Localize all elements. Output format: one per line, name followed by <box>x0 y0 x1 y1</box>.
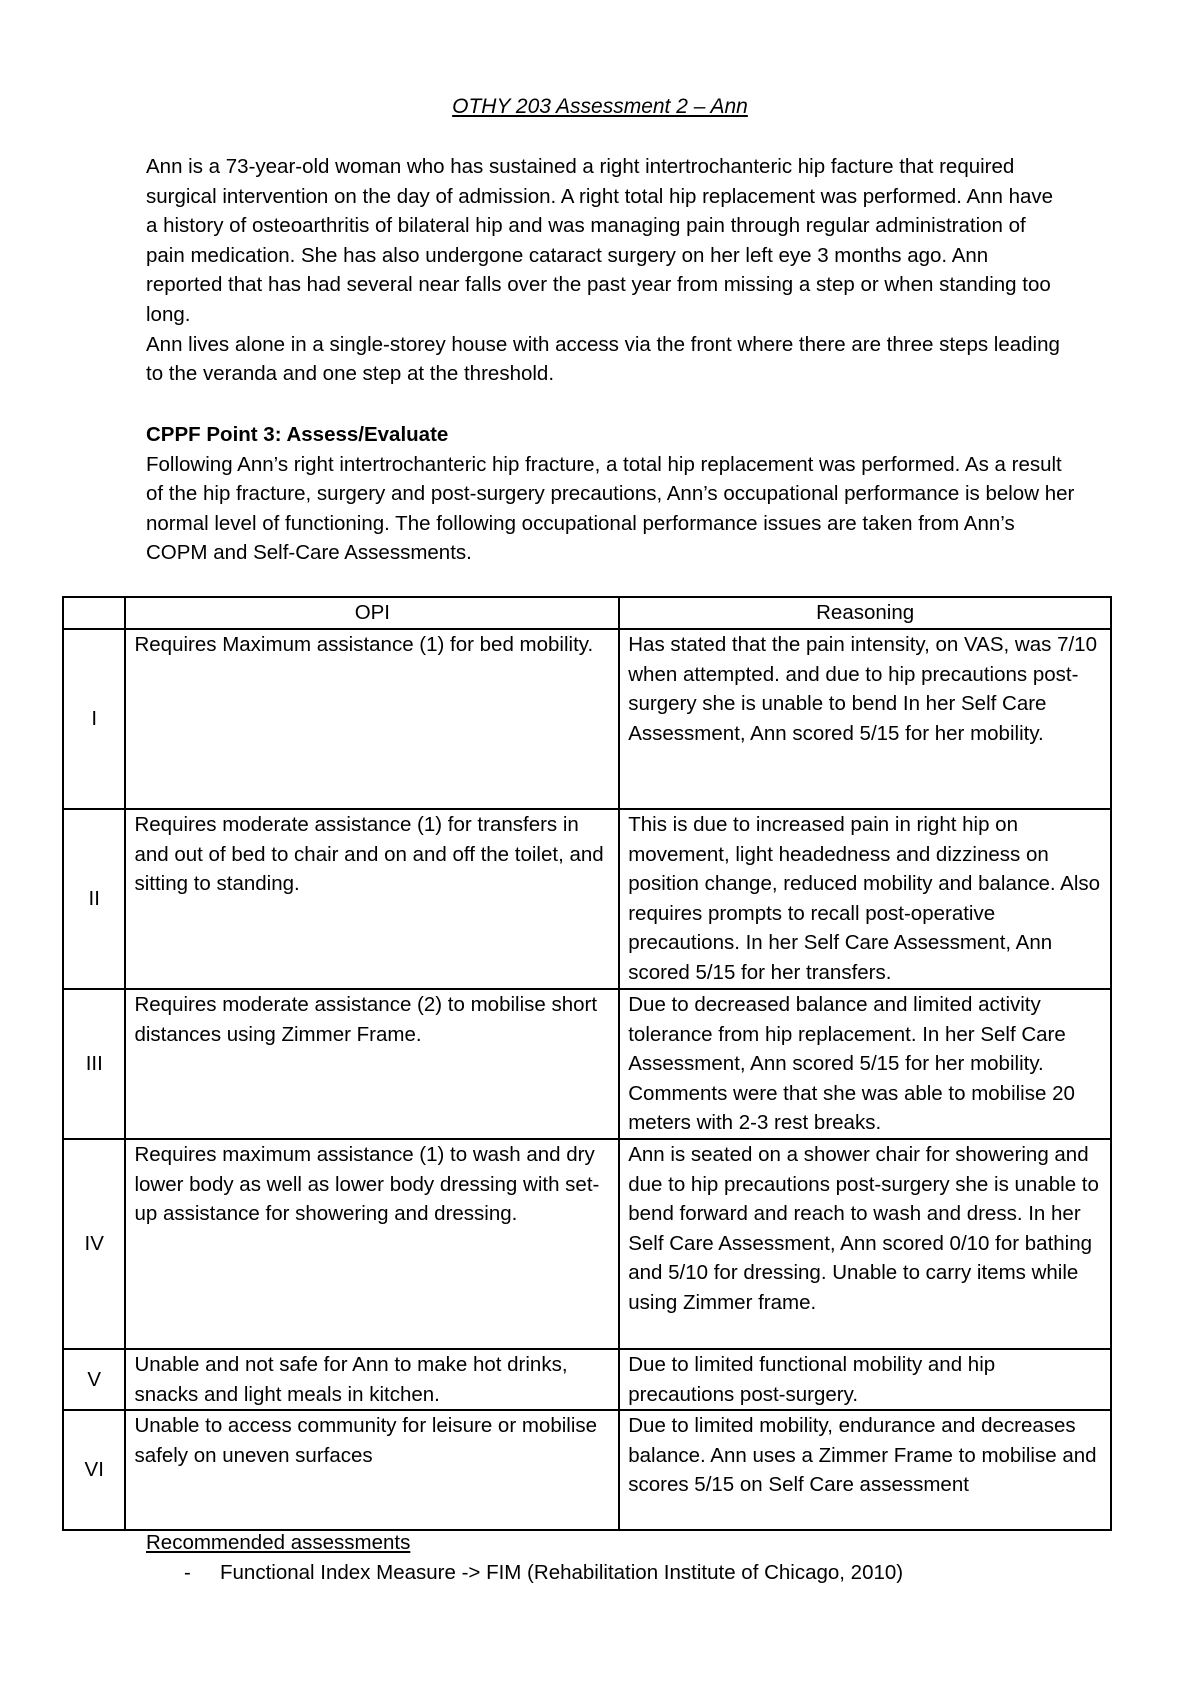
cppf-heading: CPPF Point 3: Assess/Evaluate <box>146 423 449 446</box>
row-reasoning: This is due to increased pain in right hip on movement, light headedness and dizziness on position change, reduced mobility and balance. Also requires prompts to recall post-operative precautions. In her Self Care Assessment, Ann scored 5/15 for her transfers. <box>619 809 1111 989</box>
cppf-section <box>146 420 1076 568</box>
intro-section <box>146 152 1066 389</box>
table-row <box>63 809 1111 989</box>
row-number: IV <box>63 1139 125 1349</box>
opi-table <box>62 596 1112 1531</box>
row-opi: Requires moderate assistance (1) for transfers in and out of bed to chair and on and off the toilet, and sitting to standing. <box>125 809 619 989</box>
header-opi: OPI <box>125 597 619 629</box>
cppf-body: Following Ann’s right intertrochanteric hip fracture, a total hip replacement was performed. As a result of the hip fracture, surgery and post-surgery precautions, Ann’s occupational performance is below her normal level of functioning. The following occupational performance issues are taken from Ann’s COPM and Self-Care Assessments. <box>146 452 1075 565</box>
table-row <box>63 1349 1111 1410</box>
row-opi: Unable to access community for leisure or mobilise safely on uneven surfaces <box>125 1410 619 1530</box>
row-number: V <box>63 1349 125 1410</box>
header-number <box>63 597 125 629</box>
row-number: II <box>63 809 125 989</box>
list-item <box>146 1558 1076 1588</box>
header-reasoning: Reasoning <box>619 597 1111 629</box>
intro-paragraph-1: Ann is a 73-year-old woman who has sustained a right intertrochanteric hip facture that required surgical intervention on the day of admission. A right total hip replacement was performed. Ann have a history of osteoarthritis of bilateral hip and was managing pain through regular administration of pain medication. She has also undergone cataract surgery on her left eye 3 months ago. Ann reported that has had several near falls over the past year from missing a step or when standing too long. <box>146 155 1054 326</box>
row-opi: Unable and not safe for Ann to make hot drinks, snacks and light meals in kitchen. <box>125 1349 619 1410</box>
recommended-heading: Recommended assessments <box>146 1531 411 1554</box>
row-reasoning: Due to decreased balance and limited activity tolerance from hip replacement. In her Self Care Assessment, Ann scored 5/15 for her mobility. Comments were that she was able to mobilise 20 meters with 2-3 rest breaks. <box>619 989 1111 1139</box>
row-opi: Requires moderate assistance (2) to mobilise short distances using Zimmer Frame. <box>125 989 619 1139</box>
row-opi: Requires Maximum assistance (1) for bed mobility. <box>125 629 619 809</box>
row-reasoning: Has stated that the pain intensity, on VAS, was 7/10 when attempted. and due to hip precautions post-surgery she is unable to bend In her Self Care Assessment, Ann scored 5/15 for her mobility. <box>619 629 1111 809</box>
row-reasoning: Ann is seated on a shower chair for showering and due to hip precautions post-surgery she is unable to bend forward and reach to wash and dress. In her Self Care Assessment, Ann scored 0/10 for bathing and 5/10 for dressing. Unable to carry items while using Zimmer frame. <box>619 1139 1111 1349</box>
recommended-list <box>146 1558 1076 1588</box>
row-number: III <box>63 989 125 1139</box>
row-reasoning: Due to limited mobility, endurance and decreases balance. Ann uses a Zimmer Frame to mobilise and scores 5/15 on Self Care assessment <box>619 1410 1111 1530</box>
row-number: VI <box>63 1410 125 1530</box>
table-row <box>63 1139 1111 1349</box>
row-number: I <box>63 629 125 809</box>
list-item-text: Functional Index Measure -> FIM (Rehabilitation Institute of Chicago, 2010) <box>220 1560 904 1584</box>
document-title: OTHY 203 Assessment 2 – Ann <box>452 95 748 118</box>
bullet-dash: - <box>184 1560 191 1584</box>
table-row <box>63 989 1111 1139</box>
row-reasoning: Due to limited functional mobility and hip precautions post-surgery. <box>619 1349 1111 1410</box>
table-row <box>63 1410 1111 1530</box>
intro-paragraph-2: Ann lives alone in a single-storey house with access via the front where there are three steps leading to the veranda and one step at the threshold. <box>146 332 1060 386</box>
row-opi: Requires maximum assistance (1) to wash and dry lower body as well as lower body dressing with set-up assistance for showering and dressing. <box>125 1139 619 1349</box>
recommended-assessments-section <box>146 1528 1076 1587</box>
table-header-row <box>63 597 1111 629</box>
table-row <box>63 629 1111 809</box>
